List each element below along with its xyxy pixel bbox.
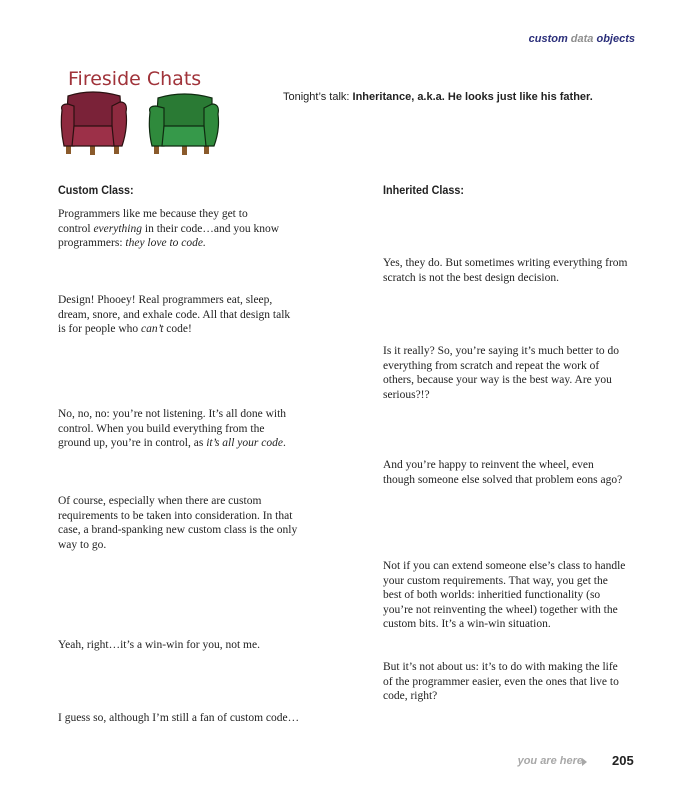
left-p2-line-2: dream, snore, and exhale code. All that design talk bbox=[58, 308, 291, 321]
text-span: programmers: bbox=[58, 237, 126, 249]
left-p5-line-1: Yeah, right…it’s a win-win for you, not me. bbox=[58, 639, 260, 651]
running-head-word-3: objects bbox=[596, 33, 635, 45]
you-are-here-label: you are here bbox=[517, 755, 583, 767]
right-p1-line-2: scratch is not the best design decision. bbox=[383, 271, 559, 284]
left-p4-line-3: case, a brand-spanking new custom class is the only bbox=[58, 524, 298, 536]
left-p2-line-3 bbox=[58, 322, 192, 337]
right-p4-line-3: best of both worlds: inheritied functionality (so bbox=[383, 589, 601, 601]
running-head-word-2: data bbox=[570, 33, 594, 45]
right-p4-line-2: your custom requirements. That way, you get the bbox=[383, 574, 608, 587]
left-p3-line-2: control. When you build everything from the bbox=[58, 422, 265, 435]
right-p3-line-1: And you’re happy to reinvent the wheel, even bbox=[383, 459, 594, 471]
text-span: . bbox=[282, 437, 286, 449]
left-p6-line-1: I guess so, although I’m still a fan of custom code… bbox=[58, 712, 300, 724]
left-p4-line-4: way to go. bbox=[58, 538, 107, 551]
tonights-talk-topic: Inheritance, a.k.a. He looks just like his father. bbox=[352, 91, 593, 103]
tonights-talk bbox=[283, 91, 593, 103]
right-arrow-icon bbox=[582, 758, 587, 766]
text-span: in their code…and you know bbox=[142, 222, 280, 235]
right-p2-line-2: everything from scratch and repeat the work of bbox=[383, 359, 600, 372]
text-span: ground up, you’re in control, as bbox=[58, 437, 207, 449]
left-p4-line-2: requirements to be taken into consideration. In that bbox=[58, 509, 293, 522]
left-p1-line-3 bbox=[58, 236, 206, 251]
running-head bbox=[529, 33, 635, 45]
green-armchair-icon bbox=[149, 94, 218, 155]
text-span: code! bbox=[163, 323, 192, 335]
emphasis-cant: can’t bbox=[141, 323, 164, 335]
right-p2-line-3: others, because your way is the best way. Are you bbox=[383, 374, 612, 386]
right-p4-line-1: Not if you can extend someone else’s class to handle bbox=[383, 560, 626, 572]
left-p3-line-1: No, no, no: you’re not listening. It’s all done with bbox=[58, 408, 287, 420]
inherited-class-header: Inherited Class: bbox=[383, 183, 465, 197]
right-p5-line-3: code, right? bbox=[383, 690, 438, 702]
right-p1-line-1: Yes, they do. But sometimes writing everything from bbox=[383, 257, 628, 269]
right-p2-line-1: Is it really? So, you’re saying it’s much better to do bbox=[383, 345, 620, 357]
text-span: control bbox=[58, 222, 94, 235]
tonights-talk-prefix: Tonight’s talk: bbox=[283, 91, 353, 103]
right-p5-line-1: But it’s not about us: it’s to do with making the life bbox=[383, 661, 618, 673]
emphasis-all-your-code: it’s all your code bbox=[206, 437, 283, 449]
right-p4-line-5: custom bits. It’s a win-win situation. bbox=[383, 618, 551, 630]
emphasis-everything: everything bbox=[93, 222, 142, 235]
right-p2-line-4: serious?!? bbox=[383, 388, 430, 401]
red-armchair-icon bbox=[61, 92, 126, 155]
right-p5-line-2: of the programmer easier, even the ones that live to bbox=[383, 675, 619, 688]
armchairs-icon bbox=[58, 88, 228, 160]
left-p4-line-1: Of course, especially when there are custom bbox=[58, 495, 262, 507]
left-p1-line-1: Programmers like me because they get to bbox=[58, 208, 248, 220]
right-p3-line-2: though someone else solved that problem eons ago? bbox=[383, 473, 623, 486]
running-head-word-1: custom bbox=[528, 33, 568, 45]
emphasis-love-to-code: they love to code. bbox=[125, 237, 206, 249]
right-p4-line-4: you’re not reinventing the wheel) together with the bbox=[383, 603, 618, 616]
fireside-chats-logo bbox=[58, 64, 228, 164]
left-p1-line-2 bbox=[58, 222, 279, 237]
page-number: 205 bbox=[612, 753, 634, 768]
left-p3-line-3 bbox=[58, 436, 286, 451]
custom-class-header: Custom Class: bbox=[58, 183, 134, 197]
text-span: is for people who bbox=[58, 323, 142, 335]
left-p2-line-1: Design! Phooey! Real programmers eat, sleep, bbox=[58, 294, 273, 306]
logo-title: Fireside Chats bbox=[68, 68, 202, 90]
